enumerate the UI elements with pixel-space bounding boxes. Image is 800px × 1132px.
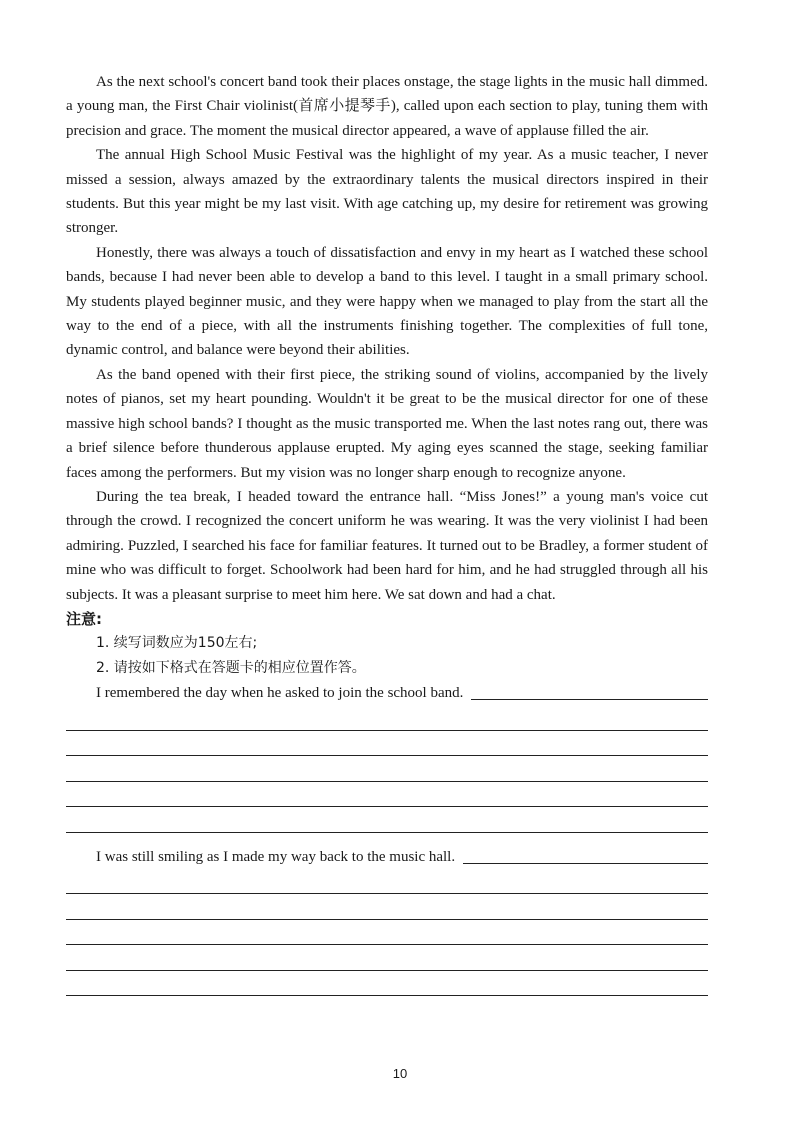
paragraph-3: Honestly, there was always a touch of dissatisfaction and envy in my heart as I watched these school bands, because I had never been able to develop a band to this level. I taught in a small primary school. My students played beginner music, and they were happy when we managed to play from the start all the way to the end of a piece, with all the instruments finishing together. The complexities of full tone, dynamic control, and balance were beyond their abilities. <box>66 244 708 359</box>
paragraph-5: During the tea break, I headed toward the entrance hall. “Miss Jones!” a young man's voice cut through the crowd. I recognized the concert uniform he was wearing. It was the very violinist I had been admiring. Puzzled, I searched his face for familiar features. It turned out to be Bradley, a former student of mine who was difficult to forget. Schoolwork had been hard for him, and he had struggled through all his subjects. It was a pleasant surprise to meet him here. We sat down and had a chat. <box>66 488 708 603</box>
answer-line[interactable] <box>66 971 708 997</box>
answer-line[interactable] <box>66 945 708 971</box>
prompt-1-row <box>66 681 708 705</box>
answer-line[interactable] <box>66 920 708 946</box>
paragraph-4: As the band opened with their first piece, the striking sound of violins, accompanied by the lively notes of pianos, set my heart pounding. Wouldn't it be great to be the musical director for one of these massive high school bands? I thought as the music transported me. When the last notes rang out, there was a brief silence before thunderous applause erupted. My aging eyes scanned the stage, seeking familiar faces among the performers. But my vision was no longer sharp enough to recognize anyone. <box>66 366 708 481</box>
notes-title: 注意: <box>66 609 102 628</box>
answer-line[interactable] <box>66 731 708 757</box>
answer-line[interactable] <box>66 705 708 731</box>
note-item-2: 2. 请按如下格式在答题卡的相应位置作答。 <box>96 660 366 677</box>
answer-line[interactable] <box>66 756 708 782</box>
document-page <box>66 70 708 996</box>
page-number: 10 <box>392 1066 408 1081</box>
prompt-2-text: I was still smiling as I made my way back to the music hall. <box>96 848 456 865</box>
answer-line[interactable] <box>66 782 708 808</box>
paragraph-1: As the next school's concert band took their places onstage, the stage lights in the music hall dimmed. a young man, the First Chair violinist(首席小提琴手), called upon each section to play, tuning them with precision and grace. The moment the musical director appeared, a wave of applause filled the air. <box>66 74 708 139</box>
paragraph-2: The annual High School Music Festival was the highlight of my year. As a music teacher, I never missed a session, always amazed by the extraordinary talents the musical directors inspired in their students. But this year might be my last visit. With age catching up, my desire for retirement was growing stronger. <box>66 147 708 237</box>
answer-line[interactable] <box>66 869 708 895</box>
prompt-1-answer-line[interactable] <box>471 698 708 700</box>
section-gap <box>66 833 708 845</box>
answer-line[interactable] <box>66 894 708 920</box>
prompt-2-row <box>66 845 708 869</box>
prompt-2-answer-line[interactable] <box>463 862 708 864</box>
prompt-1-text: I remembered the day when he asked to join the school band. <box>96 685 464 702</box>
answer-line[interactable] <box>66 807 708 833</box>
note-item-1: 1. 续写词数应为150左右; <box>96 635 258 652</box>
